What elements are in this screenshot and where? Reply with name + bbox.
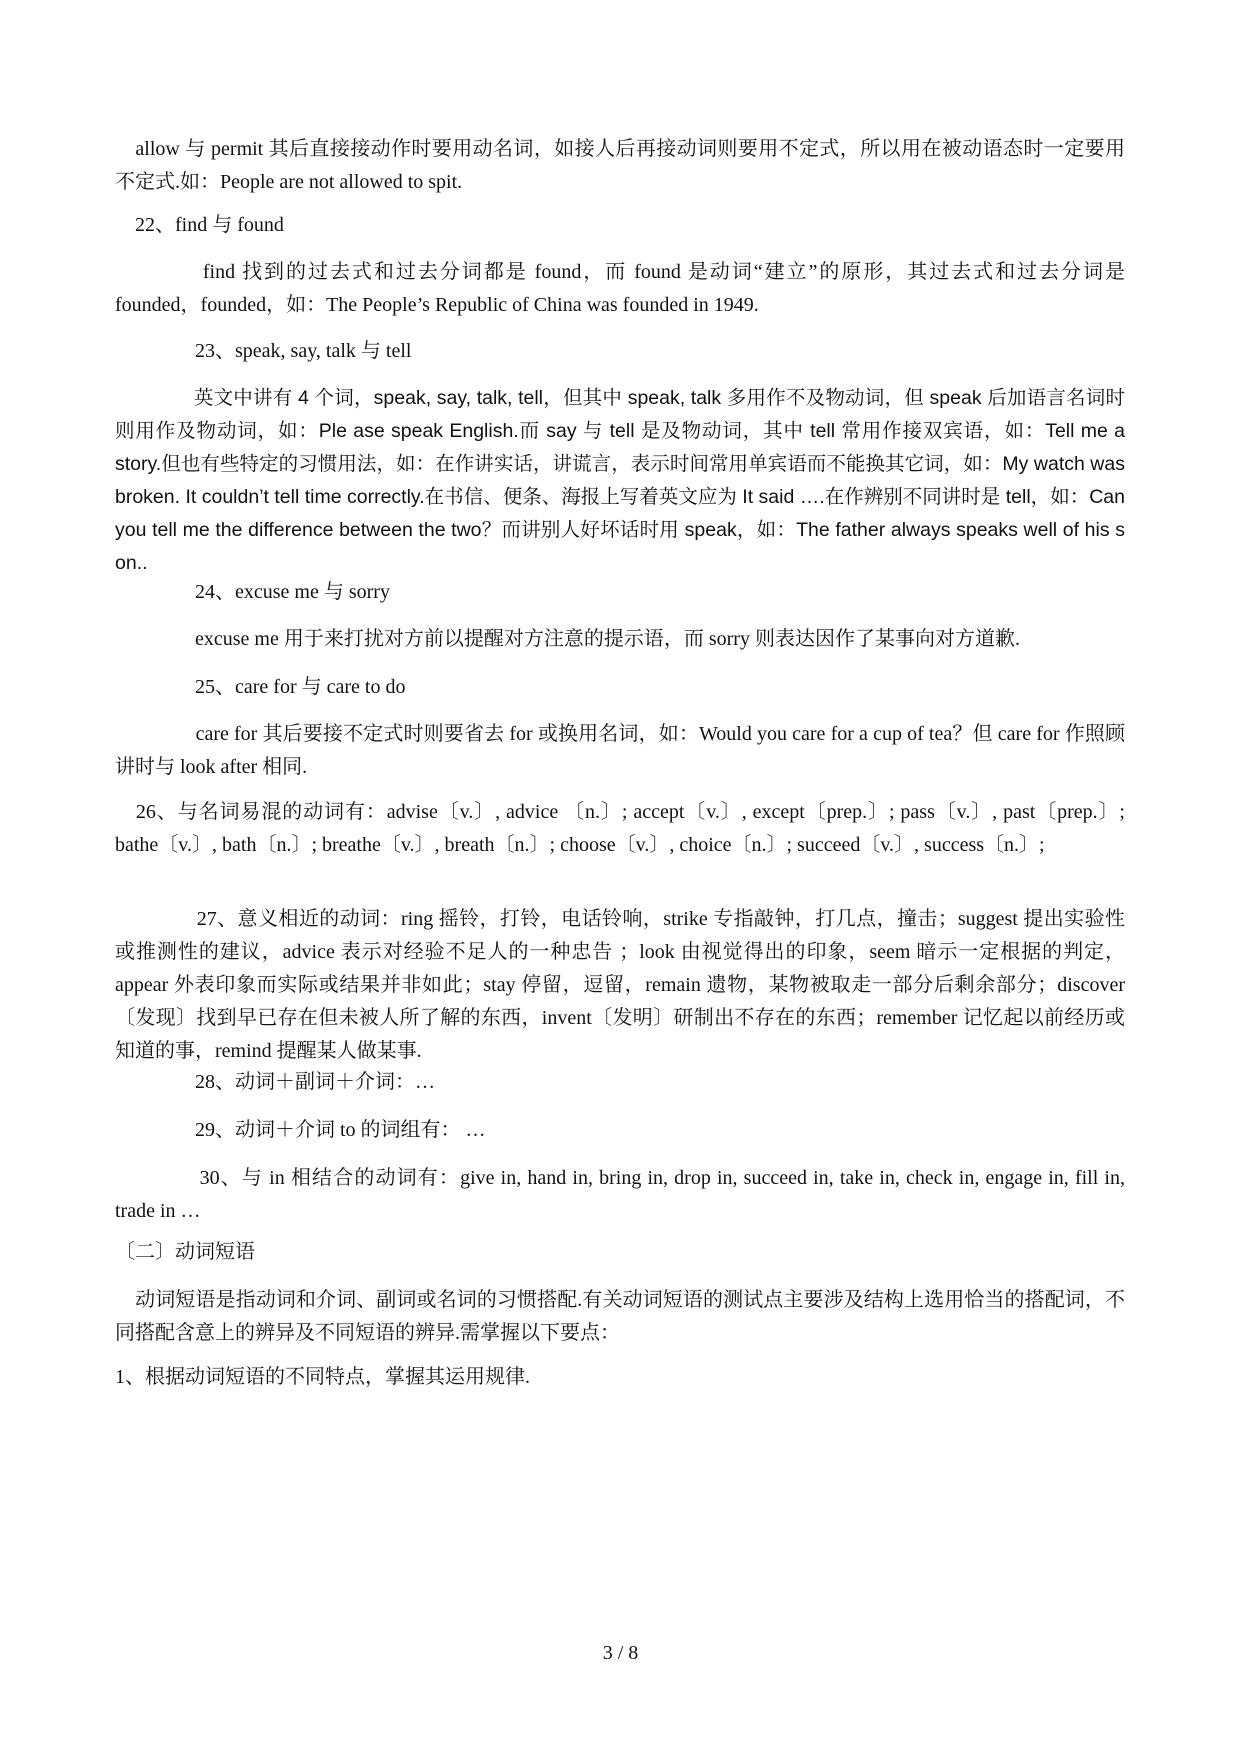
heading-23: 23、speak, say, talk 与 tell (115, 340, 412, 362)
paragraph-speak-say-talk-tell: 英文中讲有 4 个词，speak, say, talk, tell，但其中 speak, talk 多用作不及物动词，但 speak 后加语言名词时则用作及物动词，如：Ple ase speak English.而 say 与 tell 是及物动词，其中 tell 常用作接双宾语，如：Tell me a story.但也有些特定的习惯用法，如：在作讲实话，讲谎言，表示时间常用单宾语而不能换其它词，如：My watch was broken. It couldn’t tell time correctly.在书信、便条、海报上写着英文应为 It said ….在作辨别不同讲时是 tell，如：Can you tell me the difference between the two？而讲别人好坏话时用 speak，如：The father always speaks well of his s on.. (115, 387, 1125, 574)
paragraph-excuse-sorry: excuse me 用于来打扰对方前以提醒对方注意的提示语，而 sorry 则表达因作了某事向对方道歉. (115, 628, 1020, 650)
heading-24: 24、excuse me 与 sorry (115, 581, 390, 603)
paragraph-29: 29、动词＋介词 to 的词组有： … (115, 1119, 486, 1141)
heading-25: 25、care for 与 care to do (115, 676, 406, 698)
paragraph-allow-permit: allow 与 permit 其后直接接动作时要用动名词，如接人后再接动词则要用不定式，所以用在被动语态时一定要用不定式.如：People are not allowed to spit. (115, 138, 1125, 193)
paragraph-30: 30、与 in 相结合的动词有：give in, hand in, bring in, drop in, succeed in, take in, check in, engage in, fill in, trade in … (115, 1167, 1125, 1222)
paragraph-care-for: care for 其后要接不定式时则要省去 for 或换用名词，如：Would you care for a cup of tea？但 care for 作照顾讲时与 look after 相同. (115, 723, 1125, 778)
section-heading-verb-phrases: 〔二〕动词短语 (115, 1241, 255, 1263)
paragraph-27: 27、意义相近的动词：ring 摇铃，打铃，电话铃响，strike 专指敲钟，打几点，撞击；suggest 提出实验性或推测性的建议，advice 表示对经验不足人的一种忠告 ；look 由视觉得出的印象，seem 暗示一定根据的判定，appear 外表印象而实际或结果并非如此；stay 停留，逗留，remain 遗物，某物被取走一部分后剩余部分；discover〔发现〕找到早已存在但未被人所了解的东西，invent〔发明〕研制出不存在的东西；remember 记忆起以前经历或知道的事，remind 提醒某人做某事. (115, 908, 1125, 1062)
paragraph-find-found: find 找到的过去式和过去分词都是 found，而 found 是动词“建立”的原形，其过去式和过去分词是 founded，founded，如：The People’s Republic of China was founded in 1949. (115, 261, 1125, 316)
paragraph-28: 28、动词＋副词＋介词：… (115, 1071, 435, 1093)
heading-22: 22、find 与 found (115, 214, 284, 236)
paragraph-point-1: 1、根据动词短语的不同特点，掌握其运用规律. (115, 1366, 530, 1388)
page-number: 3 / 8 (602, 1642, 639, 1664)
paragraph-verb-phrases-intro: 动词短语是指动词和介词、副词或名词的习惯搭配.有关动词短语的测试点主要涉及结构上选用恰当的搭配词，不同搭配含意上的辨异及不同短语的辨异.需掌握以下要点： (115, 1289, 1125, 1344)
paragraph-26: 26、与名词易混的动词有：advise〔v.〕, advice 〔n.〕; accept〔v.〕, except〔prep.〕; pass〔v.〕, past〔prep.〕; bathe〔v.〕, bath〔n.〕; breathe〔v.〕, breath〔n.〕; choose〔v.〕, choice〔n.〕; succeed〔v.〕, success〔n.〕; (115, 801, 1125, 856)
